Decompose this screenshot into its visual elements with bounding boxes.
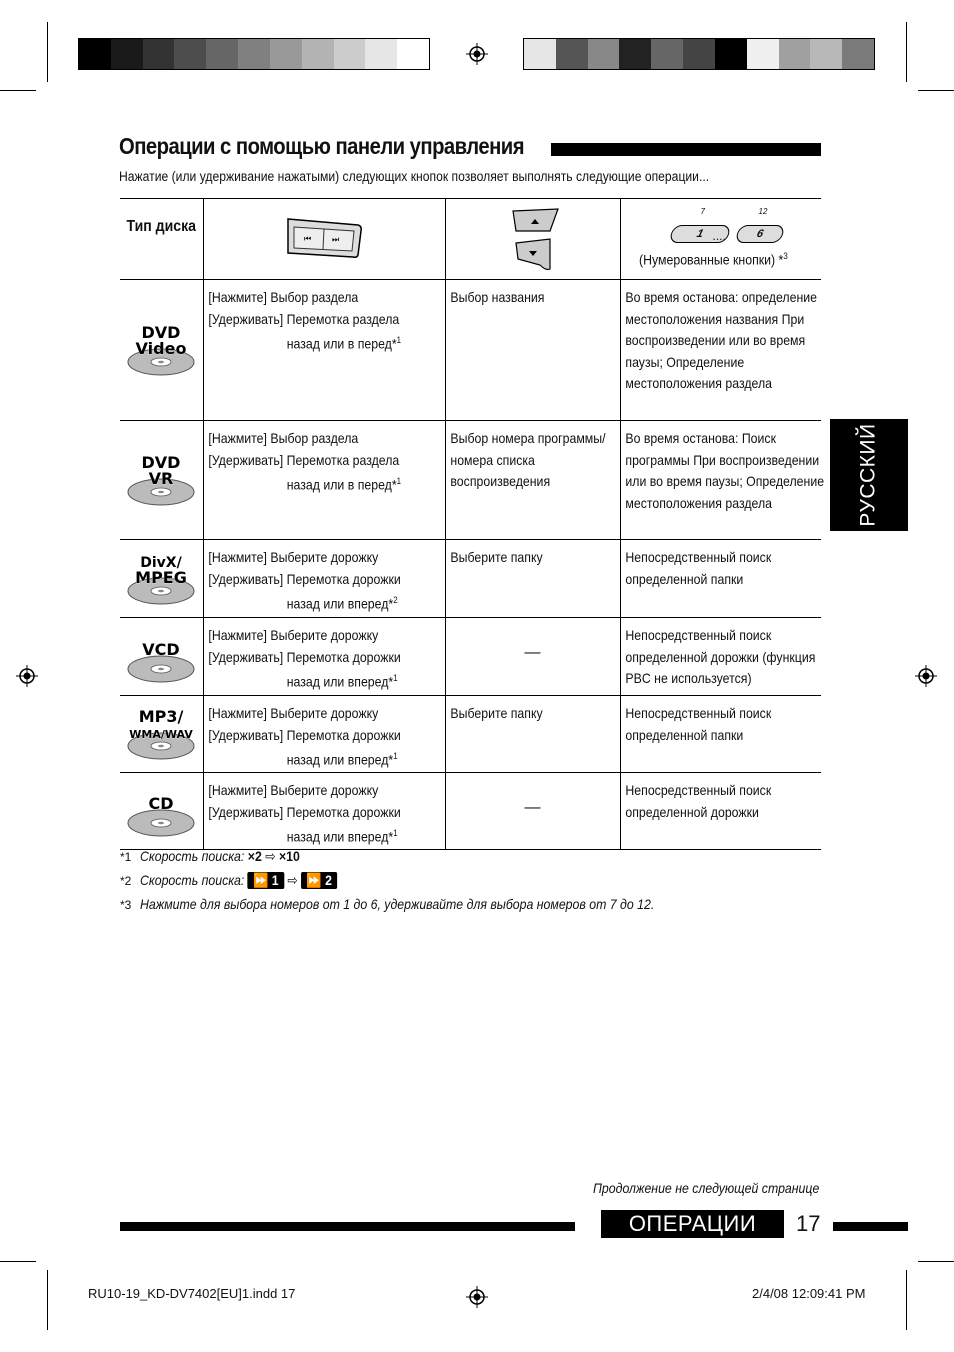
hold-operation-continued bbox=[208, 823, 448, 848]
skip-operation-cell bbox=[203, 618, 445, 696]
numbered-caption-ref: 3 bbox=[782, 251, 788, 261]
color-swatch bbox=[238, 39, 270, 69]
color-swatch bbox=[683, 39, 715, 69]
numbered-operation-text: Непосредственный поиск определенной дорожки bbox=[624, 782, 771, 820]
speed-level-1-badge: ⏩ 1 bbox=[248, 872, 284, 889]
hold-operation: [Удерживать] Перемотка дорожки bbox=[207, 803, 401, 820]
color-swatch bbox=[715, 39, 747, 69]
color-calibration-bar-right bbox=[523, 38, 875, 70]
crop-mark bbox=[918, 1261, 954, 1262]
disc-type-cell bbox=[120, 773, 203, 850]
footnote-3-mark: *3 bbox=[120, 898, 132, 912]
speed-x2: ×2 bbox=[247, 848, 262, 864]
table-row bbox=[120, 280, 821, 421]
footnote-1-mark: *1 bbox=[120, 850, 132, 864]
page-title: Операции с помощью панели управления bbox=[119, 133, 524, 159]
color-swatch bbox=[143, 39, 175, 69]
crop-mark bbox=[47, 22, 48, 82]
color-swatch bbox=[270, 39, 302, 69]
svg-text:⏮: ⏮ bbox=[304, 234, 312, 243]
footer-rule bbox=[120, 1222, 575, 1231]
disc-logo-line1: CD bbox=[148, 794, 174, 813]
numbered-operation-text: Непосредственный поиск определенной дорожки (функция PBC не используется) bbox=[624, 627, 815, 686]
skip-operation-cell bbox=[203, 280, 445, 421]
hold-operation-continued bbox=[208, 330, 448, 355]
slug-file-info: RU10-19_KD-DV7402[EU]1.indd 17 bbox=[88, 1286, 296, 1301]
hold-operation-continued bbox=[208, 590, 448, 615]
hold-operation-continued-text: назад или вперед* bbox=[286, 751, 393, 768]
registration-mark-icon bbox=[915, 665, 937, 687]
crop-mark bbox=[0, 1261, 36, 1262]
skip-operation-cell bbox=[203, 540, 445, 618]
crop-mark bbox=[918, 90, 954, 91]
skip-button-icon bbox=[284, 215, 364, 259]
color-swatch bbox=[302, 39, 334, 69]
skip-operation-cell bbox=[203, 696, 445, 773]
language-tab-label: РУССКИЙ bbox=[857, 423, 881, 527]
skip-operation-cell bbox=[203, 421, 445, 540]
color-swatch bbox=[842, 39, 874, 69]
disc-logo-line2: VR bbox=[148, 469, 174, 488]
ellipsis: .... bbox=[712, 229, 726, 243]
numbered-operation-cell bbox=[620, 421, 824, 540]
numbered-operation-cell bbox=[620, 280, 821, 421]
footnote-1-text bbox=[140, 848, 300, 865]
registration-mark-icon bbox=[466, 1286, 488, 1308]
table-row bbox=[120, 773, 821, 850]
disc-logo-line2: MPEG bbox=[135, 567, 188, 587]
disc-logo-icon bbox=[125, 549, 197, 609]
hold-operation-continued-text: назад или в перед* bbox=[286, 335, 397, 352]
footnote-1 bbox=[120, 848, 322, 865]
disc-logo-icon bbox=[125, 450, 197, 510]
numbered-caption-text: (Нумерованные кнопки) * bbox=[638, 251, 783, 268]
arrow-icon: ⇨ bbox=[265, 848, 276, 864]
title-rule bbox=[551, 143, 821, 156]
color-calibration-bar-left bbox=[78, 38, 430, 70]
disc-logo-line1: MP3/ bbox=[138, 707, 184, 726]
button-12-label: 12 bbox=[758, 207, 768, 216]
updown-operation-text: Выберите папку bbox=[449, 549, 543, 565]
button-7-label: 7 bbox=[700, 207, 705, 216]
disc-logo-icon bbox=[125, 627, 197, 687]
disc-logo-icon bbox=[125, 704, 197, 764]
disc-type-cell bbox=[120, 540, 203, 618]
language-tab bbox=[830, 419, 908, 531]
color-swatch bbox=[779, 39, 811, 69]
updown-operation-cell bbox=[445, 773, 620, 850]
header-updown-button-cell bbox=[445, 199, 620, 280]
updown-operation-text: Выбор номера программы/номера списка воспроизведения bbox=[449, 430, 606, 489]
hold-operation-continued bbox=[208, 668, 448, 693]
press-operation: [Нажмите] Выберите дорожку bbox=[207, 705, 378, 721]
up-down-buttons-icon bbox=[510, 207, 562, 271]
footnote-2-mark: *2 bbox=[120, 874, 132, 888]
disc-type-cell bbox=[120, 280, 203, 421]
color-swatch bbox=[747, 39, 779, 69]
footnote-ref: 1 bbox=[392, 828, 398, 838]
hold-operation-continued-text: назад или в перед* bbox=[286, 476, 397, 493]
header-disc-type-label: Тип диска bbox=[126, 218, 196, 235]
updown-operation-cell bbox=[445, 696, 620, 773]
disc-type-cell bbox=[120, 421, 203, 540]
slug-date: 2/4/08 12:09:41 PM bbox=[752, 1286, 866, 1301]
color-swatch bbox=[651, 39, 683, 69]
preset-button-6 bbox=[734, 225, 785, 243]
numbered-operation-text: Непосредственный поиск определенной папки bbox=[624, 705, 771, 743]
footnote-2-text bbox=[140, 872, 337, 889]
disc-logo-icon bbox=[125, 781, 197, 841]
press-operation: [Нажмите] Выберите дорожку bbox=[207, 782, 378, 798]
numbered-operation-cell bbox=[620, 618, 821, 696]
hold-operation: [Удерживать] Перемотка дорожки bbox=[207, 648, 401, 665]
hold-operation-continued bbox=[208, 746, 448, 771]
footnote-3 bbox=[120, 896, 724, 912]
table-row bbox=[120, 696, 821, 773]
speed-level-2-badge: ⏩ 2 bbox=[301, 872, 337, 889]
preset-button-6-label: 6 bbox=[754, 228, 765, 240]
updown-operation-cell bbox=[445, 540, 620, 618]
footnote-ref: 1 bbox=[392, 751, 398, 761]
intro-text: Нажатие (или удерживание нажатыми) следующих кнопок позволяет выполнять следующие операции... bbox=[119, 169, 710, 184]
numbered-operation-cell bbox=[620, 540, 821, 618]
numbered-operation-text: Во время останова: определение местоположения названия При воспроизведении или во время паузы; Определение местоположения раздела bbox=[624, 289, 817, 391]
footnote-ref: 1 bbox=[392, 673, 398, 683]
disc-logo-line1: VCD bbox=[142, 639, 180, 659]
hold-operation-continued-text: назад или вперед* bbox=[286, 828, 393, 845]
color-swatch bbox=[206, 39, 238, 69]
updown-operation-text: Выбор названия bbox=[449, 289, 544, 305]
press-operation: [Нажмите] Выбор раздела bbox=[207, 289, 358, 305]
numbered-operation-text: Непосредственный поиск определенной папки bbox=[624, 549, 771, 587]
updown-operation-cell bbox=[445, 618, 620, 696]
numbered-operation-text: Во время останова: Поиск программы При воспроизведении или во время паузы; Определение местоположения раздела bbox=[624, 430, 824, 511]
numbered-buttons-caption bbox=[639, 251, 788, 268]
crop-mark bbox=[47, 1270, 48, 1330]
numbered-operation-cell bbox=[620, 773, 821, 850]
disc-logo-line1: DVD bbox=[141, 323, 181, 342]
speed-x10: ×10 bbox=[278, 848, 300, 864]
skip-operation-cell bbox=[203, 773, 445, 850]
numbered-operation-cell bbox=[620, 696, 821, 773]
color-swatch bbox=[524, 39, 556, 69]
footnote-1-label: Скорость поиска: bbox=[140, 848, 248, 864]
hold-operation-continued-text: назад или вперед* bbox=[286, 595, 393, 612]
updown-operation-cell bbox=[445, 280, 620, 421]
press-operation: [Нажмите] Выберите дорожку bbox=[207, 549, 378, 565]
updown-operation-cell bbox=[445, 421, 620, 540]
color-swatch bbox=[365, 39, 397, 69]
table-row bbox=[120, 618, 821, 696]
crop-mark bbox=[0, 90, 36, 91]
footnote-3-text: Нажмите для выбора номеров от 1 до 6, удерживайте для выбора номеров от 7 до 12. bbox=[140, 896, 655, 912]
header-numbered-buttons-cell bbox=[620, 199, 821, 280]
color-swatch bbox=[556, 39, 588, 69]
footnote-ref: 2 bbox=[392, 595, 398, 605]
disc-logo-line2: Video bbox=[135, 339, 187, 358]
color-swatch bbox=[619, 39, 651, 69]
svg-text:⏭: ⏭ bbox=[332, 235, 340, 244]
color-swatch bbox=[397, 39, 429, 69]
hold-operation: [Удерживать] Перемотка раздела bbox=[207, 451, 399, 468]
color-swatch bbox=[334, 39, 366, 69]
color-swatch bbox=[174, 39, 206, 69]
disc-logo-icon bbox=[125, 320, 197, 380]
disc-logo-line2: WMA/WAV bbox=[129, 728, 194, 741]
not-applicable-dash: — bbox=[524, 644, 541, 661]
arrow-icon: ⇨ bbox=[287, 872, 298, 888]
registration-mark-icon bbox=[466, 43, 488, 65]
footnote-2 bbox=[120, 872, 364, 889]
hold-operation: [Удерживать] Перемотка дорожки bbox=[207, 726, 401, 743]
color-swatch bbox=[810, 39, 842, 69]
press-operation: [Нажмите] Выбор раздела bbox=[207, 430, 358, 446]
footnote-2-label: Скорость поиска: bbox=[140, 872, 248, 888]
footer-rule-right bbox=[833, 1222, 908, 1231]
hold-operation: [Удерживать] Перемотка раздела bbox=[207, 310, 399, 327]
color-swatch bbox=[588, 39, 620, 69]
preset-button-1-label: 1 bbox=[694, 228, 705, 240]
footnote-ref: 1 bbox=[396, 476, 401, 486]
table-header-row bbox=[120, 199, 821, 280]
crop-mark bbox=[906, 1270, 907, 1330]
not-applicable-dash: — bbox=[524, 799, 541, 816]
hold-operation-continued-text: назад или вперед* bbox=[286, 673, 393, 690]
page-number: 17 bbox=[796, 1211, 821, 1236]
updown-operation-text: Выберите папку bbox=[449, 705, 543, 721]
footnote-ref: 1 bbox=[396, 335, 401, 345]
operations-table bbox=[120, 198, 824, 850]
disc-logo-line1: DivX/ bbox=[140, 554, 182, 571]
hold-operation: [Удерживать] Перемотка дорожки bbox=[207, 570, 401, 587]
crop-mark bbox=[906, 22, 907, 82]
header-skip-button-cell bbox=[203, 199, 445, 280]
press-operation: [Нажмите] Выберите дорожку bbox=[207, 627, 378, 643]
disc-type-cell bbox=[120, 696, 203, 773]
section-label: ОПЕРАЦИИ bbox=[601, 1210, 784, 1238]
table-row bbox=[120, 540, 821, 618]
table-row bbox=[120, 421, 821, 540]
color-swatch bbox=[111, 39, 143, 69]
disc-type-cell bbox=[120, 618, 203, 696]
hold-operation-continued bbox=[208, 471, 448, 496]
continued-note: Продолжение не следующей странице bbox=[593, 1180, 820, 1196]
disc-logo-line1: DVD bbox=[141, 453, 181, 472]
header-disc-type bbox=[120, 199, 203, 280]
color-swatch bbox=[79, 39, 111, 69]
registration-mark-icon bbox=[16, 665, 38, 687]
